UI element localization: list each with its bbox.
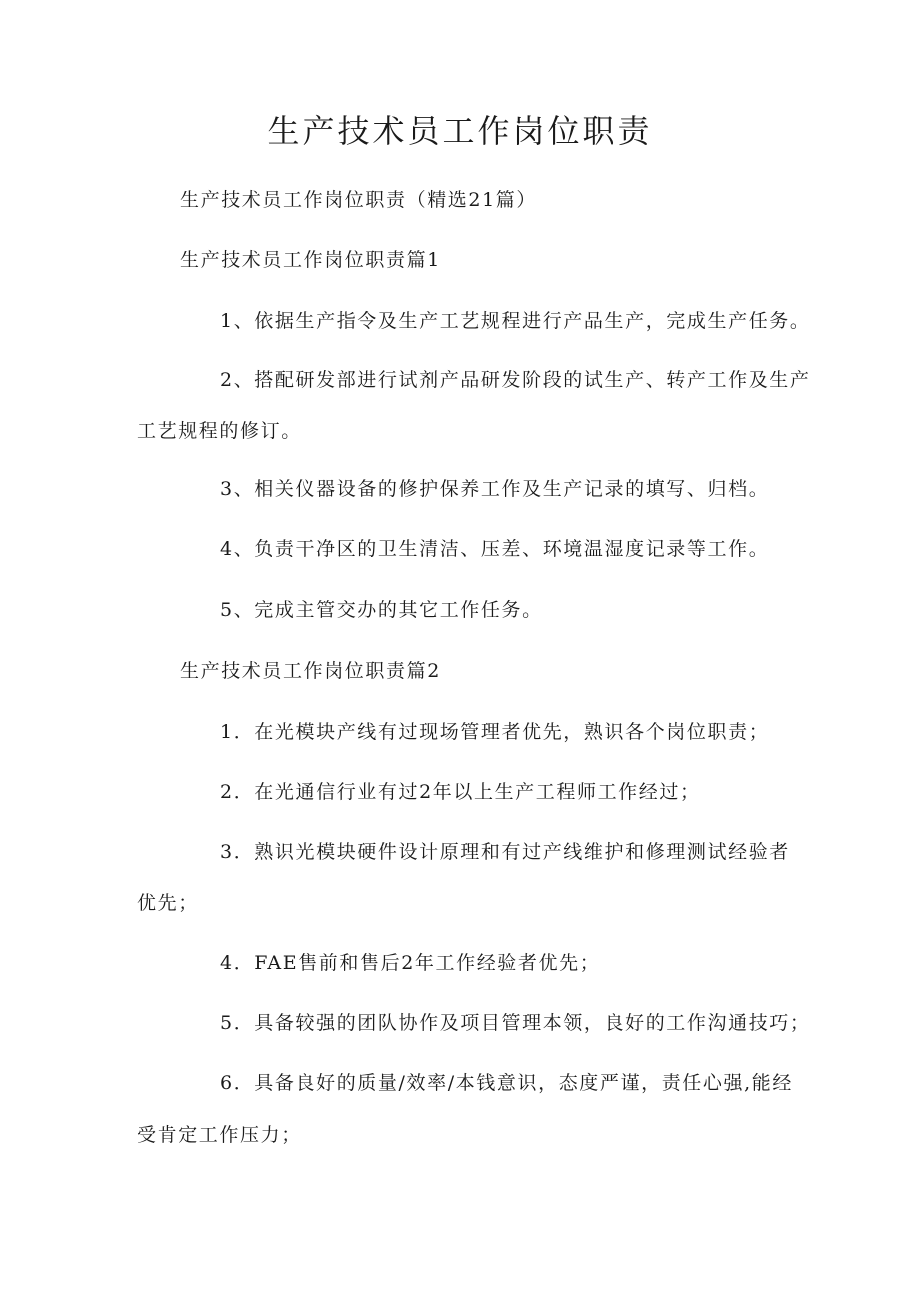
section1-item-1: 1、依据生产指令及生产工艺规程进行产品生产，完成生产任务。 bbox=[220, 310, 811, 332]
section-heading-2: 生产技术员工作岗位职责篇2 bbox=[180, 660, 441, 682]
section1-item-5: 5、完成主管交办的其它工作任务。 bbox=[220, 599, 543, 621]
document-subtitle: 生产技术员工作岗位职责（精选21篇） bbox=[180, 189, 537, 211]
section2-item-1: 1．在光模块产线有过现场管理者优先，熟识各个岗位职责； bbox=[220, 721, 770, 743]
section2-item-6: 6．具备良好的质量/效率/本钱意识，态度严谨，责任心强,能经 bbox=[220, 1072, 793, 1094]
section-heading-1: 生产技术员工作岗位职责篇1 bbox=[180, 249, 441, 271]
section1-item-3: 3、相关仪器设备的修护保养工作及生产记录的填写、归档。 bbox=[220, 478, 770, 500]
section1-item-4: 4、负责干净区的卫生清洁、压差、环境温湿度记录等工作。 bbox=[220, 538, 770, 560]
section1-item-2: 2、搭配研发部进行试剂产品研发阶段的试生产、转产工作及生产 bbox=[220, 369, 811, 391]
section2-item-3: 3．熟识光模块硬件设计原理和有过产线维护和修理测试经验者 bbox=[220, 841, 790, 863]
section2-item-6-continuation: 受肯定工作压力； bbox=[137, 1124, 302, 1146]
section2-item-5: 5．具备较强的团队协作及项目管理本领，良好的工作沟通技巧； bbox=[220, 1012, 811, 1034]
section2-item-2: 2．在光通信行业有过2年以上生产工程师工作经过； bbox=[220, 781, 701, 803]
document-title: 生产技术员工作岗位职责 bbox=[267, 112, 653, 150]
section2-item-4: 4．FAE售前和售后2年工作经验者优先； bbox=[220, 952, 601, 974]
section1-item-2-continuation: 工艺规程的修订。 bbox=[137, 420, 302, 442]
section2-item-3-continuation: 优先； bbox=[137, 892, 199, 914]
